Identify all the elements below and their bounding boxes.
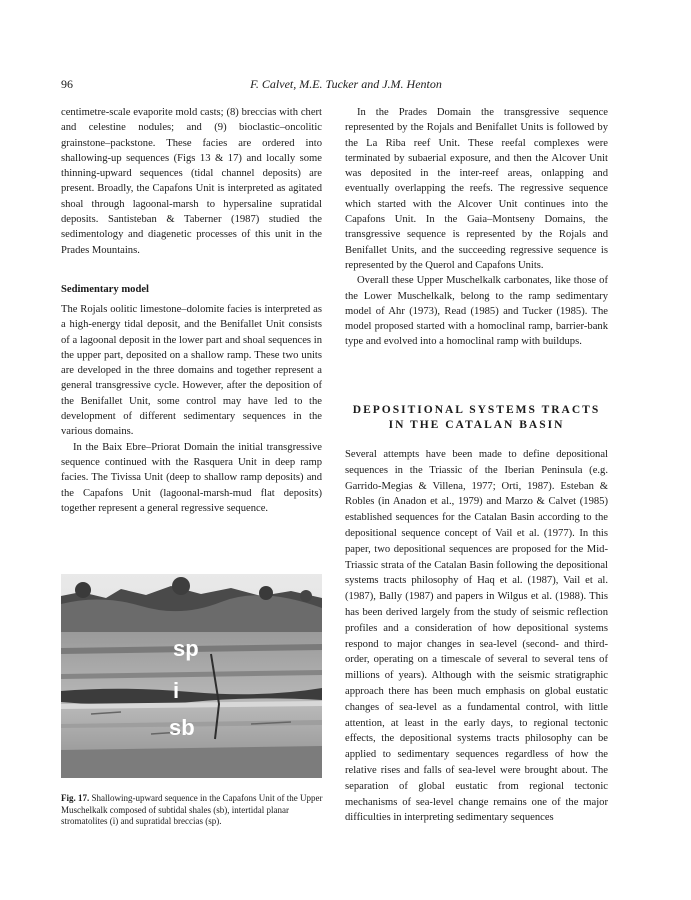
figure-label-sb: sb bbox=[169, 715, 195, 740]
left-paragraph-1: centimetre-scale evaporite mold casts; (8) breccias with chert and celestine nodules; and (9) bioclastic–oncolitic grainstone–packstone. These facies are ordered into shallowing-up sequences (Figs 13 & 17) and locally some thinning-upward sequences (tidal channel deposits) are present. Broadly, the Capafons Unit is interpreted as agitated shoal through lagoonal-marsh to hypersaline supratidal deposits. Santisteban & Taberner (1987) studied the sedimentology and diagenetic processes of this unit in the Prades Mountains. bbox=[61, 107, 322, 256]
running-title: F. Calvet, M.E. Tucker and J.M. Henton bbox=[250, 77, 442, 91]
section-heading-line-2: IN THE CATALAN BASIN bbox=[388, 419, 565, 431]
figure-caption bbox=[61, 793, 326, 828]
figure-label-i: i bbox=[173, 678, 180, 703]
caption-label: Fig. 17. bbox=[61, 793, 90, 803]
left-column-top bbox=[61, 105, 322, 258]
section-heading bbox=[345, 403, 608, 433]
figure-label-sp: sp bbox=[173, 636, 199, 661]
right-column-top bbox=[345, 105, 608, 350]
right-paragraph-3: Several attempts have been made to define depositional sequences in the Triassic of the Iberian Peninsula (e.g. Garrido-Megias & Villena, 1977; Orti, 1987). Esteban & Robles (in Anadon et al., 1979) and Marzo & Calvet (1985) established sequences for the Catalan Basin according to the depositional sequence concept of Vail et al. (1977). In this paper, two depositional sequences are proposed for the Mid-Triassic strata of the Catalan Basin following the depositional systems tracts philosophy of Haq et al. (1987), Vail et al. (1987), Bally (1987) and papers in Wilgus et al. (1988). This has been derived largely from the study of seismic reflection profiles and a consideration of how depositional systems respond to major changes in sea-level (second- and third-order, operating on a timescale of several to several tens of millions of years). Although with the seismic stratigraphic approach there has been much emphasis on global eustatic changes of sea-level as a fundamental control, with little attention, at least in the early days, to regional tectonic effects, the depositional systems tracts philosophy can be applied to sedimentary sequences regardless of how the relative rises and falls of sea-level were brought about. The separation of global eustatic from regional tectonic mechanisms of sea-level change remains one of the major difficulties in interpreting sedimentary sequences bbox=[345, 449, 608, 824]
caption-text: Shallowing-upward sequence in the Capafons Unit of the Upper Muschelkalk composed of subtidal shales (sb), intertidal planar stromatolites (i) and supratidal breccias (sp). bbox=[61, 793, 323, 826]
left-paragraph-3: In the Baix Ebre–Priorat Domain the initial transgressive sequence continued with the Rasquera Unit in deep ramp facies. The Tivissa Unit (deep to shallow ramp deposits) and the Capafons Unit (lagoonal-marsh-mud flat deposits) together represent a general regressive sequence. bbox=[61, 441, 322, 514]
page-header bbox=[61, 77, 631, 93]
subheading-sedimentary-model: Sedimentary model bbox=[61, 284, 149, 295]
left-paragraph-2: The Rojals oolitic limestone–dolomite facies is interpreted as a high-energy tidal deposit, and the Benifallet Unit consists of a lagoonal deposit in the lower part and shoal sequences in the upper part, deposited on a shallow ramp. These two units are developed in the three domains and together represent a general transgressive cycle. However, after the deposition of the Benifallet Unit, some control may have led to the development of different sedimentary sequences in the various domains. bbox=[61, 304, 322, 438]
right-paragraph-1: In the Prades Domain the transgressive sequence represented by the Rojals and Benifallet Units is followed by the La Riba reef Unit. These reefal complexes were terminated by subaerial exposure, and then the Alcover Unit was deposited in the inter-reef areas, onlapping and eventually overlapping the reefs. The regressive sequence which started with the Alcover Unit continues into the Capafons Unit. In the Gaia–Montseny Domains, the transgressive sequence is represented by the Rojals and Benifallet Units, and the succeeding regressive sequence is represented by the Querol and Capafons Units. bbox=[345, 107, 608, 271]
figure-17-photo bbox=[61, 574, 322, 778]
right-paragraph-2: Overall these Upper Muschelkalk carbonates, like those of the Lower Muschelkalk, belong to the ramp sedimentary model of Ahr (1973), Read (1985) and Tucker (1985). The model proposed started with a homoclinal ramp, barrier-bank type and evolved into a homoclinal ramp with buildups. bbox=[345, 275, 608, 348]
page-number: 96 bbox=[61, 77, 73, 91]
section-heading-line-1: DEPOSITIONAL SYSTEMS TRACTS bbox=[352, 404, 601, 416]
left-column-bottom bbox=[61, 302, 322, 516]
right-column-bottom bbox=[345, 447, 608, 826]
